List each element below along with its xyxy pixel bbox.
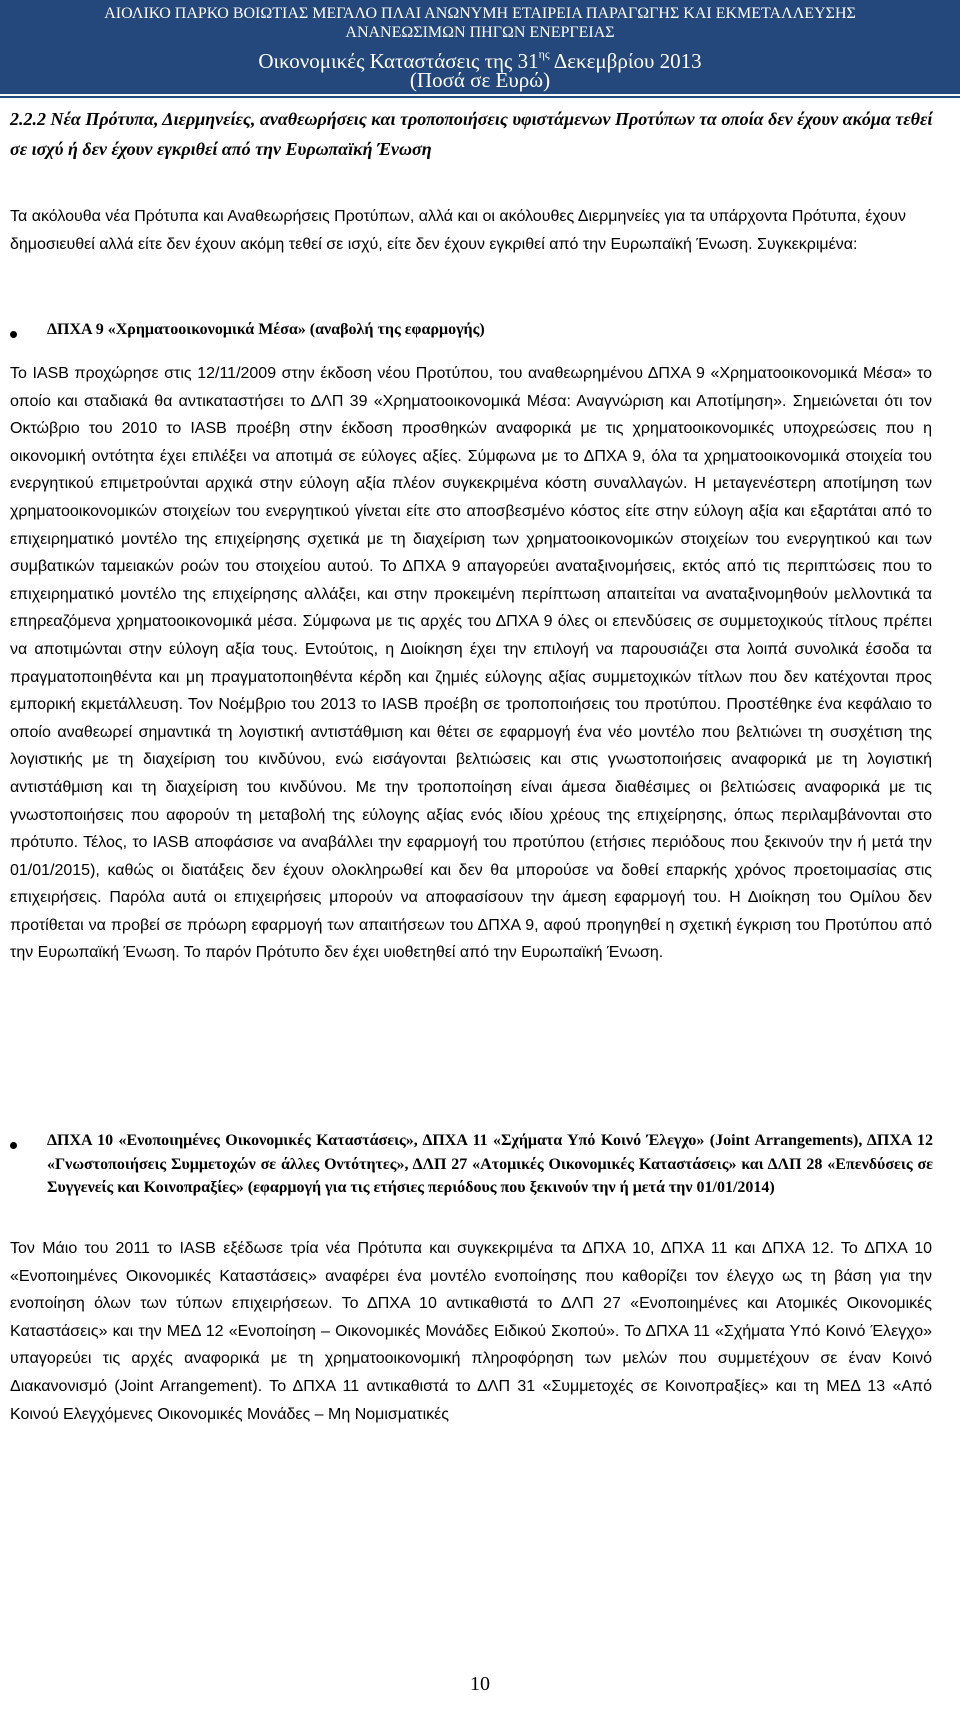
currency-note: (Ποσά σε Ευρώ) bbox=[409, 68, 551, 92]
company-name-cont: ΑΝΑΝΕΩΣΙΜΩΝ ΠΗΓΩΝ ΕΝΕΡΓΕΙΑΣ bbox=[345, 24, 615, 41]
bullet-icon bbox=[10, 331, 17, 338]
section-title: 2.2.2 Νέα Πρότυπα, Διερμηνείες, αναθεωρήσεις και τροποποιήσεις υφιστάμενων Προτύπων τα οποία δεν έχουν ακόμα τεθεί σε ισχύ ή δεν έχουν εγκριθεί από την Ευρωπαϊκή Ένωση bbox=[10, 109, 933, 159]
ifrs9-paragraph: Το IASB προχώρησε στις 12/11/2009 στην έκδοση νέου Προτύπου, του αναθεωρημένου ΔΠΧΑ 9 «Χρηματοοικονομικά Μέσα» το οποίο και σταδιακά θα αντικαταστήσει το ΔΛΠ 39 «Χρηματοοικονομικά Μέσα: Αναγνώριση και Αποτίμηση». Σημειώνεται ότι τον Οκτώβριο του 2010 το IASB προέβη στην έκδοση προσθηκών αναφορικά με τις χρηματοοικονομικές υποχρεώσεις που η οικονομική οντότητα έχει επιλέξει να αποτιμά σε εύλογες αξίες. Σύμφωνα με το ΔΠΧΑ 9, όλα τα χρηματοοικονομικά στοιχεία του ενεργητικού επιμετρούνται αρχικά στην εύλογη αξία πλέον συγκεκριμένα κόστη συναλλαγών. Η μεταγενέστερη αποτίμηση των χρηματοοικονομικών στοιχείων του ενεργητικού γίνεται είτε στο αποσβεσμένο κόστος είτε στην εύλογη αξία και εξαρτάται από το επιχειρηματικό μοντέλο της επιχείρησης σχετικά με τη διαχείριση των χρηματοοικονομικών στοιχείων του ενεργητικού και των συμβατικών ταμειακών ροών του στοιχείου αυτού. Το ΔΠΧΑ 9 απαγορεύει αναταξινομήσεις, εκτός από τις περιπτώσεις που το επιχειρηματικό μοντέλο της επιχείρησης αλλάξει, και στην προκειμένη περίπτωση απαιτείται να αναταξινομηθούν μελλοντικά τα επηρεαζόμενα χρηματοοικονομικά μέσα. Σύμφωνα με τις αρχές του ΔΠΧΑ 9 όλες οι επενδύσεις σε συμμετοχικούς τίτλους πρέπει να αποτιμώνται στην εύλογη αξία τους. Εντούτοις, η Διοίκηση έχει την επιλογή να παρουσιάζει στα λοιπά συνολικά έσοδα τα πραγματοποιηθέντα και μη πραγματοποιηθέντα κέρδη και ζημιές εύλογης αξίας συμμετοχικών τίτλων που δεν κατέχονται προς εμπορική εκμετάλλευση. Τον Νοέμβριο του 2013 το IASB προέβη σε τροποποιήσεις του προτύπου. Προστέθηκε ένα κεφάλαιο το οποίο αναθεωρεί σημαντικά τη λογιστική αντιστάθμιση και θέτει σε εφαρμογή ένα νέο μοντέλο που βελτιώνει τη συσχέτιση της λογιστικής με τη διαχείριση του κινδύνου, ενώ εισάγονται βελτιώσεις και στις γνωστοποιήσεις αναφορικά με τη λογιστική αντιστάθμιση και τη διαχείριση του κινδύνου. Με την τροποποίηση είναι άμεσα διαθέσιμες οι βελτιώσεις αναφορικά με τις γνωστοποιήσεις που αφορούν τη μεταβολή της εύλογης αξίας ενός ιδίου χρέους της επιχείρησης, όπως περιλαμβάνονται στο πρότυπο. Τέλος, το IASB αποφάσισε να αναβάλλει την εφαρμογή του προτύπου (ετήσιες περιόδους που ξεκινούν την ή μετά την 01/01/2015), καθώς οι διατάξεις δεν έχουν ολοκληρωθεί και δεν θα μπορούσε να δοθεί επαρκής χρόνος προετοιμασίας στις επιχειρήσεις. Παρόλα αυτά οι επιχειρήσεις μπορούν να αποφασίσουν την άμεση εφαρμογή του. Η Διοίκηση του Ομίλου δεν προτίθεται να προβεί σε πρόωρη εφαρμογή των απαιτήσεων του ΔΠΧΑ 9, αφού προηγηθεί η σχετική έγκριση του Προτύπου από την Ευρωπαϊκή Ένωση. Το παρόν Πρότυπο δεν έχει υιοθετηθεί από την Ευρωπαϊκή Ένωση. bbox=[10, 365, 932, 962]
document-header bbox=[0, 0, 960, 98]
company-name: ΑΙΟΛΙΚΟ ΠΑΡΚΟ ΒΟΙΩΤΙΑΣ ΜΕΓΑΛΟ ΠΛΑΙ ΑΝΩΝΥΜΗ ΕΤΑΙΡΕΙΑ ΠΑΡΑΓΩΓΗΣ ΚΑΙ ΕΚΜΕΤΑΛΛΕΥΣΗΣ bbox=[104, 5, 856, 22]
bullet-icon bbox=[10, 1142, 17, 1149]
intro-paragraph: Τα ακόλουθα νέα Πρότυπα και Αναθεωρήσεις Προτύπων, αλλά και οι ακόλουθες Διερμηνείες για τα υπάρχοντα Πρότυπα, έχουν δημοσιευθεί αλλά είτε δεν έχουν ακόμη τεθεί σε ισχύ, είτε δεν έχουν εγκριθεί από την Ευρωπαϊκή Ένωση. Συγκεκριμένα: bbox=[10, 208, 907, 253]
page-number: 10 bbox=[470, 1673, 490, 1695]
header-divider bbox=[0, 94, 960, 96]
report-title: Οικονομικές Καταστάσεις της $31^{\eta\varsigma}$ Δεκεμβρίου 2013 bbox=[258, 47, 702, 73]
ifrs10-paragraph: Τον Μάιο του 2011 το IASB εξέδωσε τρία νέα Πρότυπα και συγκεκριμένα τα ΔΠΧΑ 10, ΔΠΧΑ 11 και ΔΠΧΑ 12. Το ΔΠΧΑ 10 «Ενοποιημένες Οικονομικές Καταστάσεις» αναφέρει ένα μοντέλο ενοποίησης που καθορίζει τον έλεγχο ως τη βάση για την ενοποίηση όλων των τύπων επιχειρήσεων. Το ΔΠΧΑ 10 αντικαθιστά το ΔΛΠ 27 «Ενοποιημένες και Ατομικές Οικονομικές Καταστάσεις» και την ΜΕΔ 12 «Ενοποίηση – Οικονομικές Μονάδες Ειδικού Σκοπού». Το ΔΠΧΑ 11 «Σχήματα Υπό Κοινό Έλεγχο» υπαγορεύει τις αρχές αναφορικά με τη χρηματοοικονομική πληροφόρηση των μελών που συμμετέχουν σε έναν Κοινό Διακανονισμό (Joint Arrangement). Το ΔΠΧΑ 11 αντικαθιστά το ΔΛΠ 31 «Συμμετοχές σε Κοινοπραξίες» και τη ΜΕΔ 13 «Από Κοινού Ελεγχόμενες Οικονομικές Μονάδες – Μη Νομισματικές bbox=[10, 1240, 932, 1423]
bullet-ifrs9-text: ΔΠΧΑ 9 «Χρηματοοικονομικά Μέσα» (αναβολή της εφαρμογής) bbox=[47, 321, 485, 338]
bullet-ifrs10-12-text: ΔΠΧΑ 10 «Ενοποιημένες Οικονομικές Καταστάσεις», ΔΠΧΑ 11 «Σχήματα Υπό Κοινό Έλεγχο» (Joint Arrangements), ΔΠΧΑ 12 «Γνωστοποιήσεις Συμμετοχών σε άλλες Οντότητες», ΔΛΠ 27 «Ατομικές Οικονομικές Καταστάσεις» και ΔΛΠ 28 «Επενδύσεις σε Συγγενείς και Κοινοπραξίες» (εφαρμογή για τις ετήσιες περιόδους που ξεκινούν την ή μετά την 01/01/2014) bbox=[47, 1132, 933, 1196]
